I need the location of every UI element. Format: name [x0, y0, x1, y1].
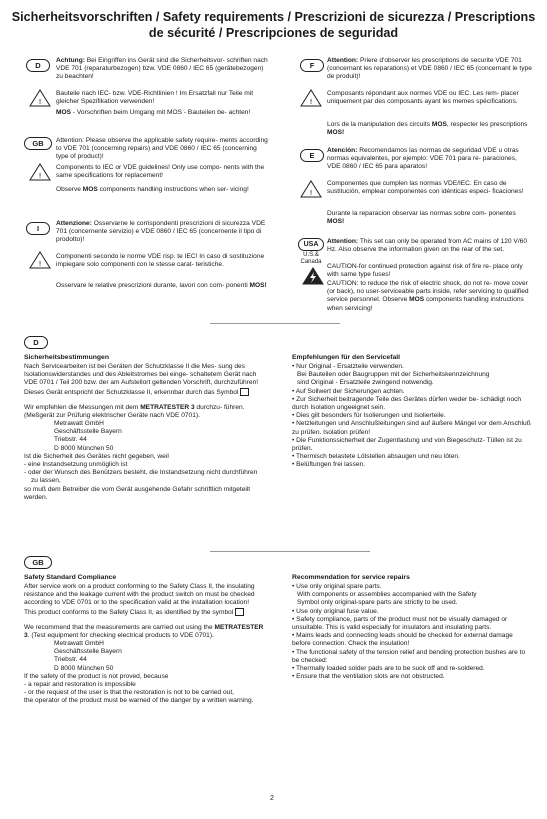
- svg-text:!: !: [38, 98, 42, 106]
- list-item: - oder der Wunsch des Benützers besteht, die Instandsetzung nicht durchführen zu lassen,: [24, 469, 258, 485]
- list-item: • Zur Sicherheit beitragende Teile des Gerätes dürfen weder be- schädigt noch durch Isolation ungeeignet sein.: [292, 395, 522, 412]
- gb-warn-text: Components to IEC or VDE guidelines! Only use compo- nents with the same specifications for replacement!: [56, 164, 265, 180]
- svg-text:!: !: [38, 172, 42, 180]
- list-item: • Thermally loaded solder pads are to be suck off and re-soldered.: [292, 665, 485, 673]
- i-mos-label: MOS!: [249, 282, 267, 289]
- gb-section-p3-pre: We recommend that the measurements are carried out using the: [24, 623, 215, 631]
- f-mos-pre: Lors de la manipulation des circuits: [327, 121, 432, 128]
- usa-caution-1: CAUTION-for continued protection against risk of fire re- place only with same type fuses!: [327, 263, 523, 279]
- class-ii-symbol-icon: [235, 608, 244, 616]
- gb-section-p3-bold: METRATESTER 3: [24, 623, 264, 639]
- address-line: D 8000 München 50: [54, 664, 114, 672]
- svg-text:!: !: [38, 260, 42, 268]
- usa-caution-2-post: components handling instructions when servicing!: [327, 296, 524, 312]
- gb-section-address: [24, 640, 266, 673]
- d-service-heading: Empfehlungen für den Servicefall: [292, 354, 401, 361]
- gb-section-p4: If the safety of the product is not proved, because: [24, 672, 169, 680]
- usa-canada-label: [296, 252, 326, 266]
- d-attention: [56, 57, 268, 82]
- gb-section-heading: Safety Standard Compliance: [24, 574, 117, 581]
- e-mos-label: MOS!: [327, 218, 345, 226]
- f-warn-text: Composants répondant aux normes VDE ou IEC. Les rem- placer uniquement par des composants ayant les memes spécifications.: [327, 90, 519, 106]
- list-item: - eine Instandsetzung unmöglich ist: [24, 460, 128, 468]
- f-attention-label: Attention:: [327, 57, 359, 64]
- gb-mos-pre: Observe: [56, 186, 83, 193]
- usa-caution-2-mos: MOS: [409, 296, 425, 304]
- list-item: • Use only original spare parts.: [292, 583, 382, 590]
- list-item: • Nur Original - Ersatzteile verwenden.: [292, 363, 404, 370]
- i-mos-pre: Osservare le relative prescrizioni durante, lavori con com- ponenti: [56, 282, 250, 289]
- f-mos-label: MOS: [431, 121, 447, 128]
- svg-text:!: !: [309, 189, 313, 197]
- usa-caution-2-pre: CAUTION: to reduce the risk of electric shock, do not re- move cover (or back), no user-serviceable parts inside, refer servicing to qualified service personnel. Observe: [327, 280, 529, 304]
- list-item: sind Original - Ersatzteile zwingend notwendig.: [297, 379, 434, 387]
- f-mos-post: , respecter les prescriptions: [446, 121, 528, 128]
- usa-attention-label: Attention:: [327, 238, 359, 245]
- gb-mos: [56, 186, 268, 194]
- gb-service-list: [292, 583, 532, 681]
- gb-mos-post: components handling instructions when ser- vicing!: [97, 186, 249, 193]
- usa-attention: [327, 238, 532, 254]
- list-item: • The functional safety of the tension relief and bending protection bushes are to be checked:: [292, 648, 526, 664]
- list-item: • Mains leads and connecting leads should be checked for external damage before connection. Check the insulation!: [292, 632, 513, 648]
- d-section-heading: Sicherheitsbestimmungen: [24, 354, 109, 361]
- f-attention: [327, 57, 532, 82]
- list-item: • Thermisch belastete Lötstellen absaugen und neu löten.: [292, 453, 460, 461]
- f-mos-end: MOS!: [327, 129, 345, 137]
- gb-section-p3: [24, 624, 266, 640]
- e-attention-text: Recomendamos las normas de seguridad VDE u otras normas equivalentes, por ejemplo: VDE 701 para re- paraciones, VDE 0860 / IEC 65 para aparatos!: [327, 147, 519, 171]
- list-item: • Die Funktionssicherheit der Zugentlastung und von Biegeschutz- Tüllen ist zu prüfen.: [292, 436, 522, 453]
- d-section-p2-text: Dieses Gerät entspricht der Schutzklasse II, erkennbar durch das Symbol: [24, 388, 239, 396]
- badge-d-section: D: [24, 336, 48, 349]
- address-line: Triebstr. 44: [54, 436, 87, 444]
- list-item: - or the request of the user is that the restoration is not to be carried out,: [24, 689, 235, 697]
- list-item: - a repair and restoration is impossible: [24, 680, 136, 688]
- d-warn-text: Bauteile nach IEC- bzw. VDE-Richtlinien ! Im Ersatzfall nur Teile mit gleicher Spezifikation verwenden!: [56, 90, 254, 106]
- gb-section-list: [24, 681, 266, 697]
- d-section-p3-bold: METRATESTER 3: [140, 403, 195, 411]
- i-mos: [56, 282, 268, 290]
- list-item: • Use only original fuse value.: [292, 607, 379, 615]
- i-attention-label: Attenzione:: [56, 220, 92, 227]
- warning-triangle-icon: [300, 89, 322, 107]
- d-section-p1: Nach Servicearbeiten ist bei Geräten der Schutzklasse II die Mes- sung des Isolationswiderstandes und des Ableitstromes bei einge- schaltetem Gerät nach VDE 0701 / Teil 200 bzw. der am Aufstellort geltenden Vorschrift, durchzuführen!: [24, 363, 259, 387]
- list-item: Bei Bauteilen oder Baugruppen mit der Sicherheitskennzeichnung: [297, 371, 490, 379]
- warning-triangle-icon: [29, 163, 51, 181]
- badge-gb: GB: [24, 137, 52, 150]
- badge-usa: USA: [298, 238, 324, 251]
- warning-triangle-icon: [29, 251, 51, 269]
- badge-d: D: [26, 59, 50, 72]
- d-section-p4: Ist die Sicherheit des Gerätes nicht gegeben, weil: [24, 452, 169, 460]
- svg-text:!: !: [309, 98, 313, 106]
- list-item: • Safety compliance, parts of the product must not be visually damaged or unsuitable. This is valid especially for insulators and insulating parts.: [292, 615, 508, 632]
- gb-section-p2-text: This product conforms to the Safety Class II, as identified by the symbol: [24, 608, 234, 616]
- page-title: [10, 9, 537, 41]
- d-mos-label: MOS: [56, 109, 72, 116]
- address-line: Geschäftsstelle Bayern: [54, 428, 122, 436]
- d-section-list: [24, 461, 264, 486]
- e-mos: [327, 210, 532, 226]
- d-section-body: [24, 363, 264, 502]
- divider: [210, 323, 340, 324]
- usa-country-line-2: Canada: [300, 259, 322, 265]
- lightning-warning-icon: [302, 267, 324, 285]
- e-attention: [327, 147, 532, 172]
- d-section-p5: so muß dem Betreiber die vom Gerät ausgehende Gefahr schriftlich mitgeteilt werden.: [24, 485, 251, 501]
- e-attention-label: Atención:: [327, 147, 358, 154]
- address-line: D 8000 München 50: [54, 444, 114, 452]
- address-line: Metrawatt GmbH: [54, 639, 104, 647]
- i-warn-text: Componenti secondo le norme VDE risp. te IEC! In caso di sostituzione impiegare solo componenti con le stesse carat- teristiche.: [56, 253, 265, 269]
- gb-mos-label: MOS: [82, 186, 98, 193]
- d-section-p2: [24, 388, 264, 397]
- list-item: • Belüftungen frei lassen.: [292, 461, 366, 469]
- d-service-list: [292, 363, 532, 470]
- badge-gb-section: GB: [24, 556, 52, 569]
- divider: [210, 551, 370, 552]
- i-attention-text: Osservarne le corrispondenti prescrizioni di sicurezza VDE 701 (concernente servizio) e VDE 0860 / IEC 65 (concernente il tipo di prodotto)!: [56, 220, 266, 244]
- gb-attention: Attention: Please observe the applicable safety require- ments according to VDE 701 (concerning repairs) and VDE 0860 / IEC 65 (concerning type of product)!: [56, 137, 268, 161]
- d-attention-label: Achtung:: [56, 57, 85, 64]
- d-mos-text: - Vorschriften beim Umgang mit MOS - Bauteilen be- achten!: [71, 109, 251, 116]
- e-warn-text: Componentes que cumplen las normas VDE/IEC. En caso de sustitución, emplear componentes con idénticas especi- ficaciones!: [327, 180, 524, 196]
- list-item: • Ensure that the ventilation slots are not obstructed.: [292, 673, 445, 681]
- badge-f: F: [300, 59, 324, 72]
- list-item: • Dies gilt besonders für Isolierungen und Isolierteile.: [292, 412, 446, 420]
- f-attention-text: Priere d'observer les prescriptions de securite VDE 701 (concernant les reparations) et VDE 0860 / IEC 65 (concernant le type de produit)!: [327, 57, 532, 81]
- warning-triangle-icon: [300, 180, 322, 198]
- address-line: Triebstr. 44: [54, 656, 87, 664]
- gb-section-p1: After service work on a product conforming to the Safety Class II, the insulating resistance and the leakage current with the product switch on must be checked according to VDE 0701 or to the specification valid at the installation location!: [24, 583, 255, 607]
- badge-e: E: [300, 149, 324, 162]
- list-item: • Netzleitungen und Anschlußleitungen sind auf äußere Mängel vor dem Anschluß zu prüfen. Isolation prüfen!: [292, 420, 531, 436]
- usa-attention-text: This set can only be operated from AC mains of 120 V/60 Hz. Also observe the information given on the rear of the set.: [327, 238, 527, 254]
- d-section-p3-pre: Wir empfehlen die Messungen mit dem: [24, 403, 141, 411]
- list-item: Symbol only original-spare parts are strictly to be used.: [297, 599, 458, 607]
- list-item: • Auf Sollwert der Sicherungen achten.: [292, 387, 405, 395]
- page-number: 2: [270, 795, 274, 802]
- title-line-1: Sicherheitsvorschriften / Safety requirements / Prescrizioni de sicurezza / Prescriptions: [11, 10, 536, 24]
- d-section-p3-post: durchzu- führen. (Meßgerät zur Prüfung elektrischer Geräte nach VDE 0701).: [24, 403, 245, 419]
- address-line: Geschäftsstelle Bayern: [54, 648, 122, 656]
- title-line-2: de sécurité / Prescripciones de seguridad: [148, 26, 399, 40]
- usa-caution-2: [327, 280, 532, 313]
- address-line: Metrawatt GmbH: [54, 419, 104, 427]
- d-section-p3: [24, 404, 264, 420]
- gb-section-body: [24, 583, 266, 706]
- i-attention: [56, 220, 268, 245]
- usa-country-line-1: U.S.&: [303, 252, 319, 258]
- warning-triangle-icon: [29, 89, 51, 107]
- gb-section-p2: [24, 608, 266, 617]
- d-section-address: [24, 420, 264, 453]
- d-mos: [56, 109, 268, 117]
- gb-section-p3-post: . (Test equipment for checking electrical products to VDE 0701).: [27, 631, 214, 639]
- d-attention-text: Bei Eingriffen ins Gerät sind die Sicherheitsvor- schriften nach VDE 701 (reparaturbezogen) bzw. VDE 0860 / IEC 65 (gerätebezogen) zu beachten!: [56, 57, 268, 81]
- gb-service-heading: Recommendation for service repairs: [292, 574, 410, 581]
- f-mos: [327, 121, 532, 137]
- badge-i: I: [26, 222, 50, 235]
- list-item: With components or assemblies accompanied with the Safety: [297, 591, 477, 599]
- class-ii-symbol-icon: [240, 388, 249, 396]
- gb-section-p5: the operator of the product must be warned of the danger by a written warning.: [24, 697, 254, 705]
- e-mos-pre: Durante la reparacion observar las normas sobre com- ponentes: [327, 210, 516, 217]
